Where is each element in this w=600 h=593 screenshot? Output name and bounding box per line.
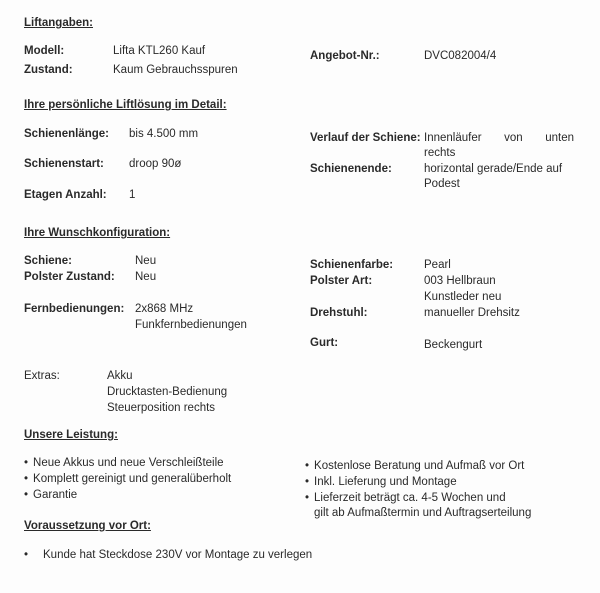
angebot-nr-value: DVC082004/4 — [424, 50, 497, 62]
schienenfarbe-label: Schienenfarbe: — [310, 259, 394, 271]
angebot-nr-label: Angebot-Nr.: — [310, 50, 380, 62]
schienenstart-label: Schienenstart: — [24, 158, 104, 170]
schienenstart-value: droop 90ø — [129, 158, 182, 170]
polster-zustand-value: Neu — [135, 271, 157, 283]
verlauf-value-line2: rechts — [424, 147, 456, 159]
polster-art-value-line2: Kunstleder neu — [424, 291, 502, 303]
schienenlaenge-label: Schienenlänge: — [24, 128, 109, 140]
list-item: • Kostenlose Beratung und Aufmaß vor Ort — [305, 459, 524, 475]
gurt-label: Gurt: — [310, 337, 339, 349]
etagen-anzahl-label: Etagen Anzahl: — [24, 189, 107, 201]
schienenende-label: Schienenende: — [310, 163, 392, 175]
verlauf-value-line1: Innenläufer von unten — [424, 132, 574, 144]
polster-zustand-label: Polster Zustand: — [24, 271, 115, 283]
extras-item: Drucktasten-Bedienung — [107, 386, 228, 398]
schiene-value: Neu — [135, 255, 157, 267]
leistung-right-continuation: gilt ab Aufmaßtermin und Auftragserteilung — [314, 507, 532, 519]
schienenende-value-line2: Podest — [424, 178, 460, 190]
list-item: • Komplett gereinigt und generalüberholt — [24, 472, 231, 488]
list-item: • Lieferzeit beträgt ca. 4-5 Wochen und — [305, 491, 524, 507]
schienenende-value-line1: horizontal gerade/Ende auf — [424, 163, 563, 175]
fernbedienungen-value-line1: 2x868 MHz — [135, 303, 194, 315]
gurt-value: Beckengurt — [424, 339, 483, 351]
fernbedienungen-value-line2: Funkfernbedienungen — [135, 319, 247, 331]
bullet-icon: • — [24, 549, 29, 561]
drehstuhl-value: manueller Drehsitz — [424, 307, 520, 319]
zustand-label: Zustand: — [24, 64, 73, 76]
list-item: • Neue Akkus und neue Verschleißteile — [24, 456, 231, 472]
section-heading-liftloesung: Ihre persönliche Liftlösung im Detail: — [24, 99, 227, 111]
polster-art-value-line1: 003 Hellbraun — [424, 275, 496, 287]
fernbedienungen-label: Fernbedienungen: — [24, 303, 125, 315]
modell-value: Lifta KTL260 Kauf — [113, 45, 206, 57]
section-heading-voraussetzung: Voraussetzung vor Ort: — [24, 520, 151, 532]
extras-item: Steuerposition rechts — [107, 402, 216, 414]
voraussetzung-item: Kunde hat Steckdose 230V vor Montage zu verlegen — [43, 549, 313, 561]
leistung-left-list — [24, 456, 231, 504]
etagen-anzahl-value: 1 — [129, 189, 136, 201]
modell-label: Modell: — [24, 45, 65, 57]
extras-label: Extras: — [24, 370, 60, 382]
verlauf-label: Verlauf der Schiene: — [310, 132, 421, 144]
section-heading-unsere-leistung: Unsere Leistung: — [24, 429, 118, 441]
drehstuhl-label: Drehstuhl: — [310, 307, 368, 319]
list-item: • Inkl. Lieferung und Montage — [305, 475, 524, 491]
section-heading-liftangaben: Liftangaben: — [24, 17, 93, 29]
schiene-label: Schiene: — [24, 255, 72, 267]
polster-art-label: Polster Art: — [310, 275, 373, 287]
section-heading-wunschkonfiguration: Ihre Wunschkonfiguration: — [24, 227, 171, 239]
zustand-value: Kaum Gebrauchsspuren — [113, 64, 238, 76]
leistung-right-list — [305, 459, 524, 507]
extras-item: Akku — [107, 370, 133, 382]
schienenlaenge-value: bis 4.500 mm — [129, 128, 199, 140]
list-item: • Garantie — [24, 488, 231, 504]
schienenfarbe-value: Pearl — [424, 259, 451, 271]
